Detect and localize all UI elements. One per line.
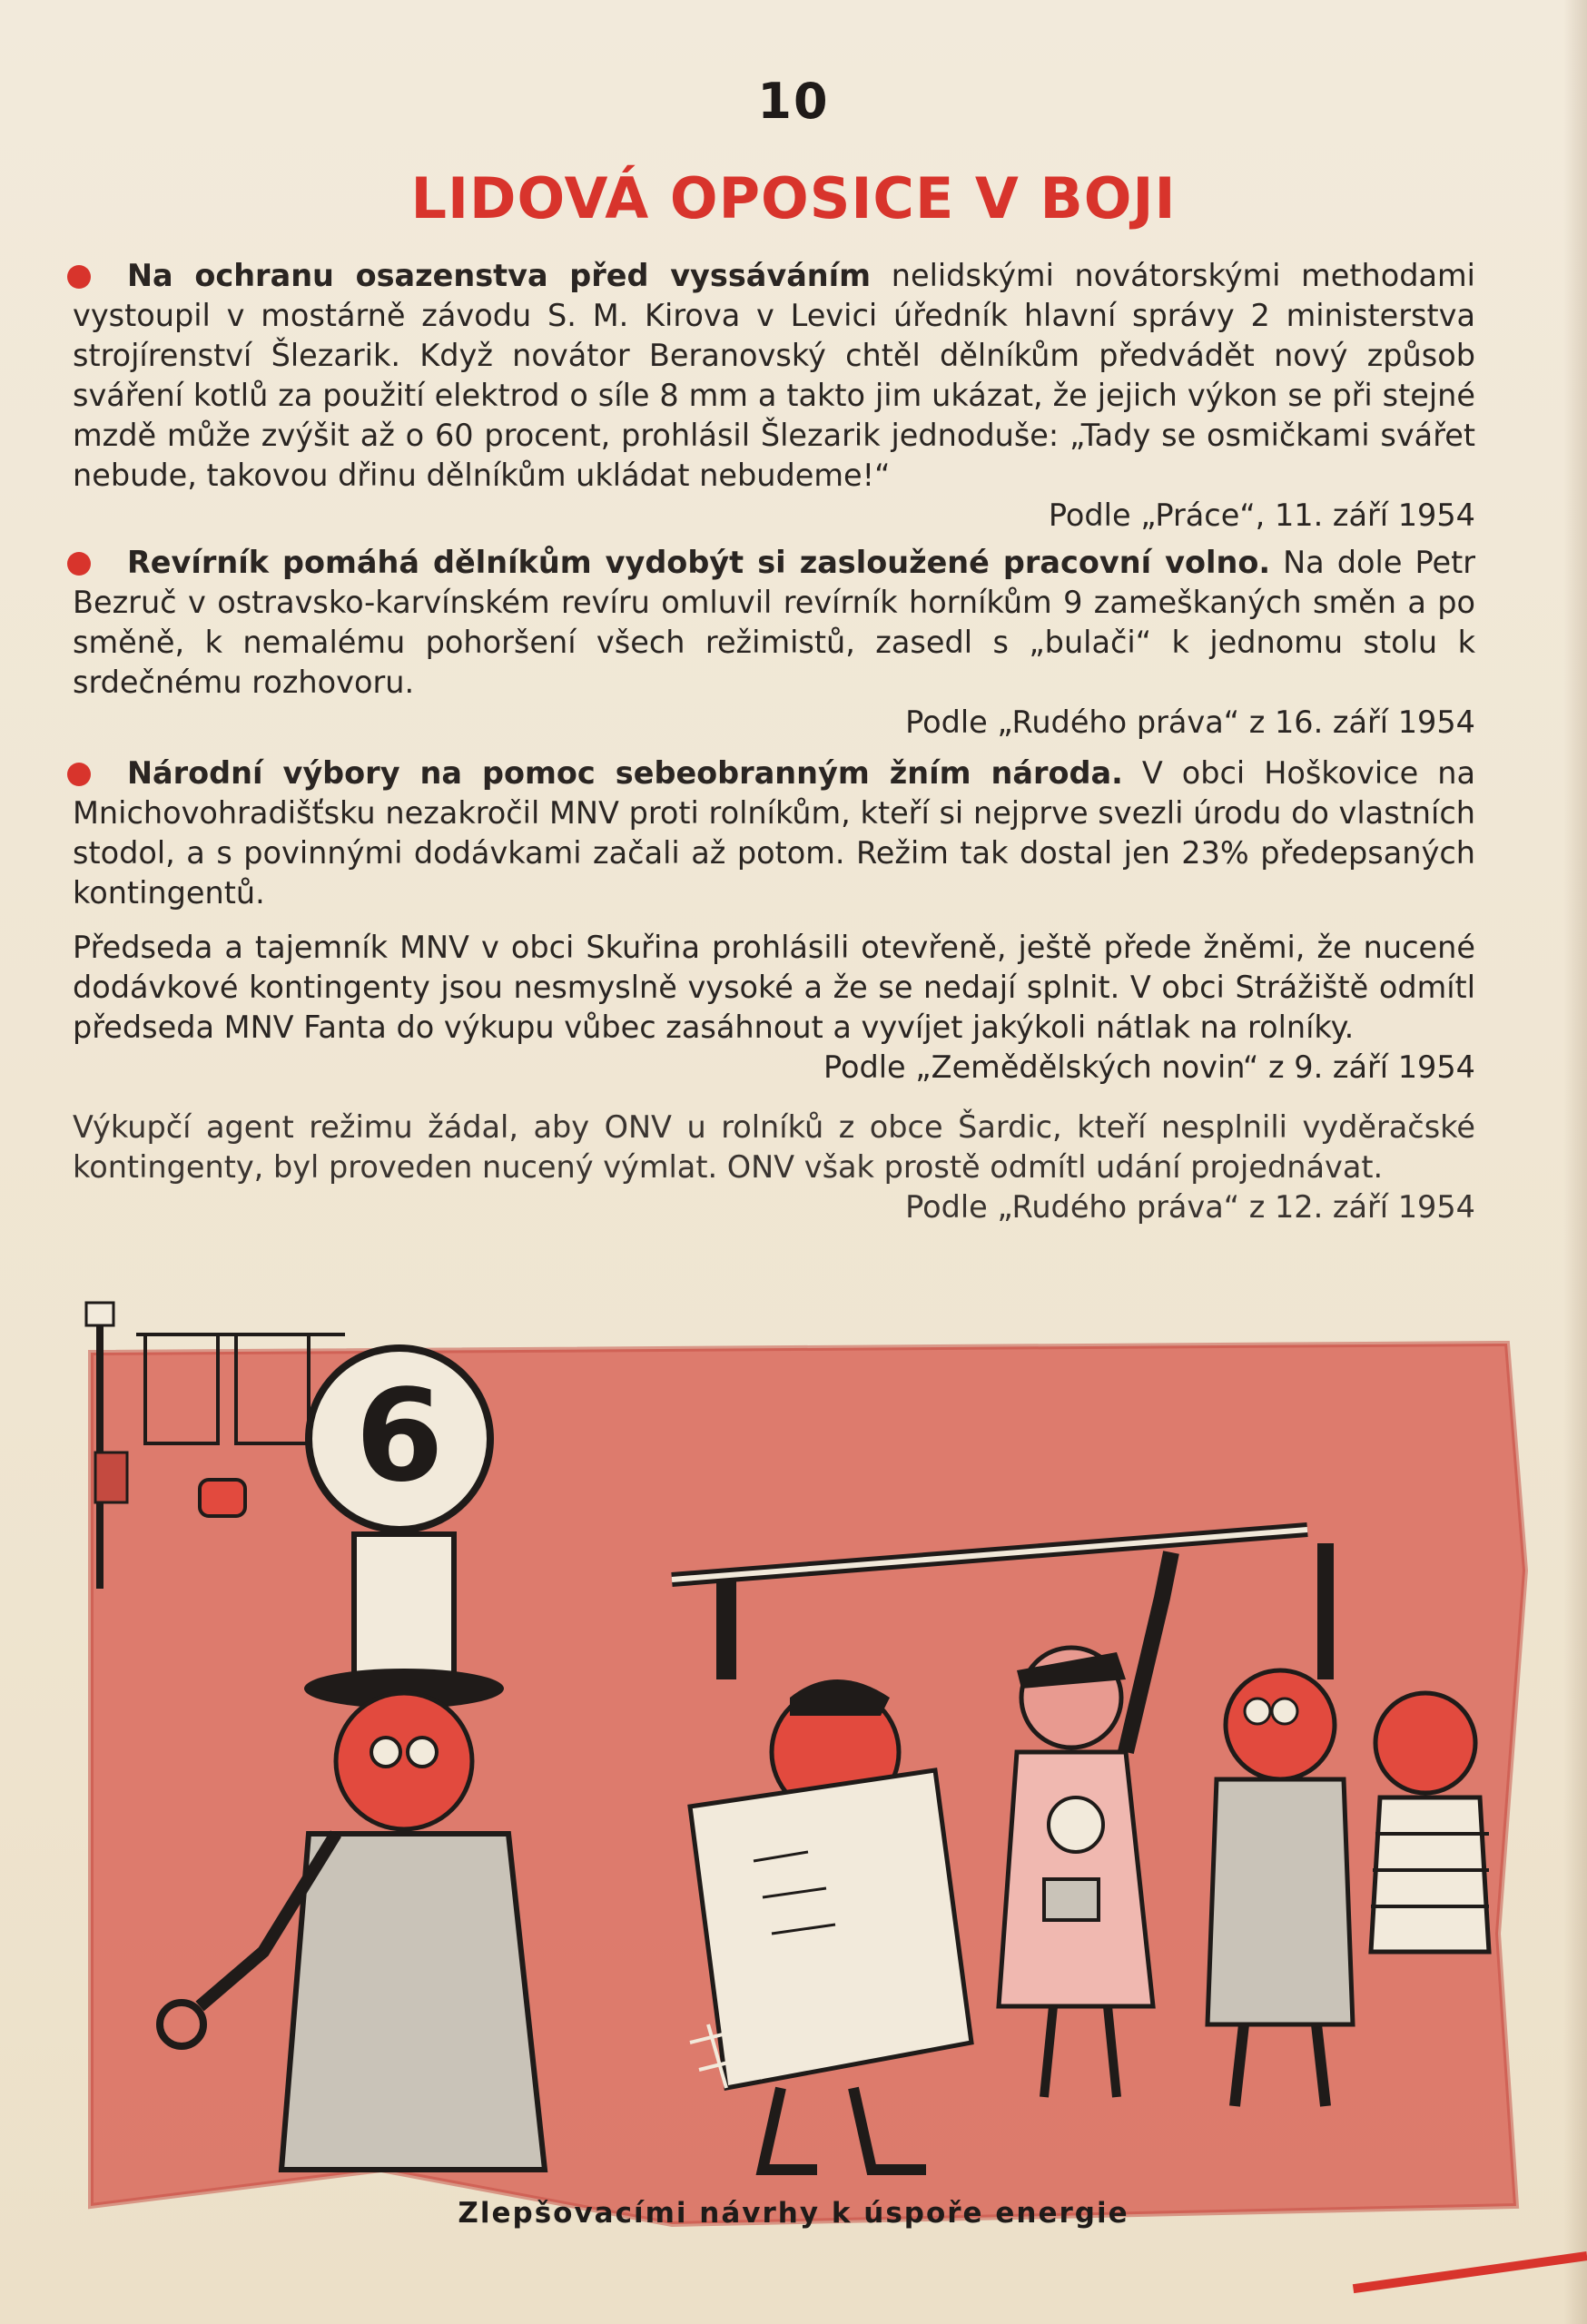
- article-body: Předseda a tajemník MNV v obci Skuřina prohlásili otevřeně, ještě přede žněmi, že nucené dodávkové kontingenty jsou nesmyslně vysoké a že se nedají splnit. V obci Strážiště odmítl předseda MNV Fanta do výkupu vůbec zasáhnout a vyvíjet jakýkoli nátlak na rolníky.: [73, 930, 1475, 1045]
- article-body: V obci Hoškovice na Mnichovohradišťsku nezakročil MNV proti rolníkům, kteří si nejprve svezli úrodu do vlastních stodol, a s povinnými dodávkami začali až potom. Režim tak dostal jen 23% předepsaných kontingentů.: [73, 755, 1475, 911]
- bullet-dot-icon: [67, 265, 91, 289]
- page-title: LIDOVÁ OPOSICE V BOJI: [410, 165, 1177, 231]
- article-1: [73, 256, 1475, 536]
- page-number: 10: [757, 73, 830, 130]
- article-text: [73, 753, 1475, 913]
- cartoon-illustration: [36, 1298, 1534, 2260]
- article-text: [73, 256, 1475, 496]
- boy-figure: [1371, 1693, 1489, 1952]
- article-source: Podle „Rudého práva“ z 12. září 1954: [905, 1189, 1475, 1225]
- tram-number-label: 6: [355, 1363, 444, 1511]
- bullet-dot-icon: [67, 552, 91, 576]
- article-source: Podle „Rudého práva“ z 16. září 1954: [905, 704, 1475, 740]
- article-2: [73, 543, 1475, 743]
- article-4: [73, 928, 1475, 1088]
- article-headline: Na ochranu osazenstva před vyssáváním: [127, 258, 872, 293]
- article-headline: Národní výbory na pomoc sebeobranným žním národa.: [127, 755, 1123, 791]
- page-edge-shadow: [1563, 0, 1587, 2324]
- article-source: Podle „Zemědělských novin“ z 9. září 1954: [823, 1049, 1475, 1085]
- article-body: Na dole Petr Bezruč v ostravsko-karvínském revíru omluvil revírník horníkům 9 zameškaných směn a po směně, k nemalému pohoršení všech režimistů, zasedl s „bulači“ k jednomu stolu k srdečnému rozhovoru.: [73, 545, 1476, 700]
- article-body: Výkupčí agent režimu žádal, aby ONV u rolníků z obce Šardic, kteří nesplnili vyděračské kontingenty, byl proveden nucený výmlat. ONV však prostě odmítl udání projednávat.: [73, 1109, 1475, 1185]
- article-5: [73, 1108, 1475, 1227]
- bullet-dot-icon: [67, 763, 91, 786]
- article-headline: Revírník pomáhá dělníkům vydobýt si zasloužené pracovní volno.: [127, 545, 1271, 580]
- article-3: [73, 753, 1475, 913]
- article-body: nelidskými novátorskými methodami vystoupil v mostárně závodu S. M. Kirova v Levici úředník hlavní správy 2 ministerstva strojírenství Šlezarik. Když novátor Beranovský chtěl dělníkům předvádět nový způsob sváření kotlů za použití elektrod o síle 8 mm a takto jim ukázat, že jejich výkon se při stejné mzdě může zvýšit až o 60 procent, prohlásil Šlezarik jednoduše: „Tady se osmičkami svářet nebude, takovou dřinu dělníkům ukládat nebudeme!“: [73, 258, 1475, 493]
- cartoon-caption: Zlepšovacími návrhy k úspoře energie: [458, 2197, 1129, 2230]
- article-text: [73, 543, 1475, 703]
- article-source: Podle „Práce“, 11. září 1954: [1048, 497, 1475, 533]
